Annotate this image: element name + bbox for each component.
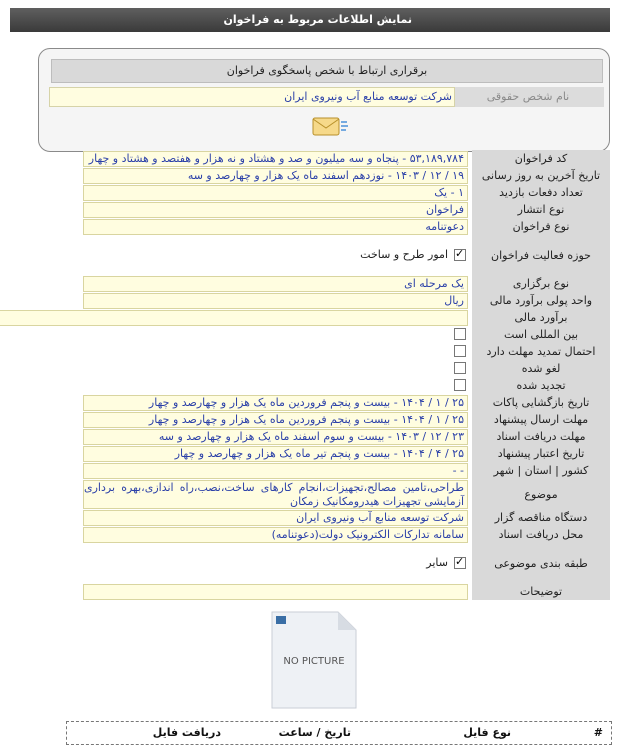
row-activity-area [10, 235, 610, 275]
contact-heading: برقراری ارتباط با شخص پاسخگوی فراخوان [51, 59, 603, 83]
row-estimate [10, 309, 610, 326]
row-visit-count [10, 184, 610, 201]
page-title: نمایش اطلاعات مربوط به فراخوان [223, 13, 412, 26]
visit-count-value: ۱ - یک [83, 185, 468, 201]
publish-type-label: نوع انتشار [472, 201, 610, 219]
activity-area-label: حوزه فعالیت فراخوان [472, 235, 610, 276]
activity-area-checkbox[interactable] [454, 249, 466, 261]
code-value: ۵۳,۱۸۹,۷۸۴ - پنجاه و سه میلیون و صد و هشتاد و نه هزار و هفتصد و هشتاد و چهار [83, 151, 468, 167]
category-value: سایر [426, 556, 448, 569]
row-call-type [10, 218, 610, 235]
estimate-label: برآورد مالی [472, 309, 610, 327]
offer-validity-label: تاریخ اعتبار پیشنهاد [472, 445, 610, 463]
row-offer-validity [10, 445, 610, 462]
row-opening-date [10, 394, 610, 411]
activity-area-value: امور طرح و ساخت [360, 248, 448, 261]
page [10, 8, 610, 749]
doc-place-label: محل دریافت اسناد [472, 526, 610, 544]
files-col-number: # [593, 726, 603, 739]
renewed-checkbox[interactable] [454, 379, 466, 391]
row-holding-type [10, 275, 610, 292]
category-checkbox[interactable] [454, 557, 466, 569]
currency-label: واحد پولی برآورد مالی [472, 292, 610, 310]
legal-person-value: شرکت توسعه منابع آب ونیروی ایران [49, 87, 455, 107]
doc-deadline-label: مهلت دریافت اسناد [472, 428, 610, 446]
opening-date-label: تاریخ بازگشایی پاکات [472, 394, 610, 412]
international-checkbox[interactable] [454, 328, 466, 340]
organizer-value: شرکت توسعه منابع آب ونیروی ایران [83, 510, 468, 526]
row-subject [10, 479, 610, 509]
offer-deadline-label: مهلت ارسال پیشنهاد [472, 411, 610, 429]
call-type-label: نوع فراخوان [472, 218, 610, 236]
files-col-datetime: تاریخ / ساعت [278, 726, 351, 739]
estimate-value [0, 310, 468, 326]
doc-deadline-value: ۲۳ / ۱۲ / ۱۴۰۳ - بیست و سوم اسفند ماه یک هزار و چهارصد و سه [83, 429, 468, 445]
files-col-type: نوع فایل [463, 726, 511, 739]
offer-validity-value: ۲۵ / ۴ / ۱۴۰۴ - بیست و پنجم تیر ماه یک هزار و چهارصد و چهار [83, 446, 468, 462]
row-description [10, 583, 610, 600]
row-international [10, 326, 610, 343]
subject-label: موضوع [472, 479, 610, 510]
call-type-value: دعوتنامه [83, 219, 468, 235]
extension-label: احتمال تمدید مهلت دارد [472, 343, 610, 361]
row-doc-deadline [10, 428, 610, 445]
cancelled-label: لغو شده [472, 360, 610, 378]
offer-deadline-value: ۲۵ / ۱ / ۱۴۰۴ - بیست و پنجم فروردین ماه یک هزار و چهارصد و چهار [83, 412, 468, 428]
row-publish-type [10, 201, 610, 218]
row-renewed [10, 377, 610, 394]
envelope-icon[interactable] [309, 113, 349, 141]
organizer-label: دستگاه مناقصه گزار [472, 509, 610, 527]
row-cancelled [10, 360, 610, 377]
no-picture-image [268, 608, 360, 712]
last-update-label: تاریخ آخرین به روز رسانی [472, 167, 610, 185]
no-picture-text: NO PICTURE [283, 656, 345, 667]
description-value [83, 584, 468, 600]
row-extension [10, 343, 610, 360]
international-label: بین المللی است [472, 326, 610, 344]
visit-count-label: تعداد دفعات بازدید [472, 184, 610, 202]
description-label: توضیحات [472, 583, 610, 601]
row-location [10, 462, 610, 479]
code-label: کد فراخوان [472, 150, 610, 168]
holding-type-value: یک مرحله ای [83, 276, 468, 292]
cancelled-checkbox[interactable] [454, 362, 466, 374]
subject-value: طراحی،تامین مصالح،تجهیزات،انجام کارهای ساخت،نصب،راه اندازی،بهره برداری آزمایشی تجهیزات هیدرومکانیک زمکان [83, 480, 468, 509]
row-doc-place [10, 526, 610, 543]
contact-box [38, 48, 610, 152]
renewed-label: تجدید شده [472, 377, 610, 395]
header-bar [10, 8, 610, 32]
row-code [10, 150, 610, 167]
row-currency [10, 292, 610, 309]
location-value: - - [83, 463, 468, 479]
row-organizer [10, 509, 610, 526]
location-label: کشور | استان | شهر [472, 462, 610, 480]
files-table-header [66, 721, 612, 745]
files-col-download: دریافت فایل [152, 726, 221, 739]
last-update-value: ۱۹ / ۱۲ / ۱۴۰۳ - نوزدهم اسفند ماه یک هزار و چهارصد و سه [83, 168, 468, 184]
row-category [10, 543, 610, 583]
publish-type-value: فراخوان [83, 202, 468, 218]
currency-value: ریال [83, 293, 468, 309]
category-label: طبقه بندی موضوعی [472, 543, 610, 584]
opening-date-value: ۲۵ / ۱ / ۱۴۰۴ - بیست و پنجم فروردین ماه یک هزار و چهارصد و چهار [83, 395, 468, 411]
row-offer-deadline [10, 411, 610, 428]
legal-person-label: نام شخص حقوقی [452, 87, 604, 107]
row-last-update [10, 167, 610, 184]
extension-checkbox[interactable] [454, 345, 466, 357]
doc-place-value: سامانه تدارکات الکترونیک دولت(دعوتنامه) [83, 527, 468, 543]
holding-type-label: نوع برگزاری [472, 275, 610, 293]
